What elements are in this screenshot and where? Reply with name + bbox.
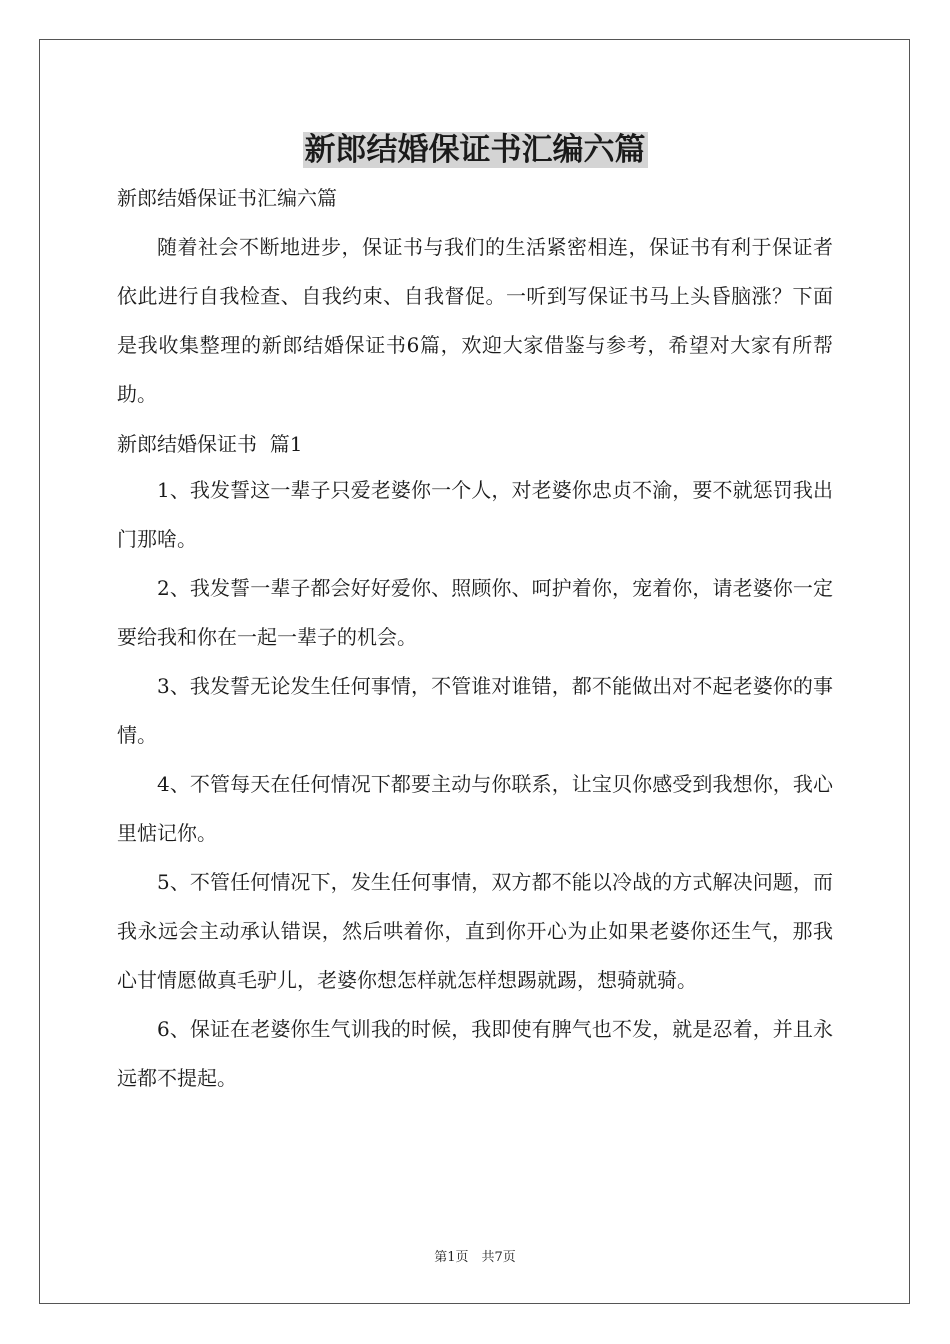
pledge-item-6: 6、保证在老婆你生气训我的时候，我即使有脾气也不发，就是忍着，并且永远都不提起。 (117, 1017, 833, 1090)
pledge-item-4: 4、不管每天在任何情况下都要主动与你联系，让宝贝你感受到我想你，我心里惦记你。 (117, 772, 833, 845)
pledge-item-1: 1、我发誓这一辈子只爱老婆你一个人，对老婆你忠贞不渝，要不就惩罚我出门那啥。 (117, 478, 833, 551)
pledge-item-3: 3、我发誓无论发生任何事情，不管谁对谁错，都不能做出对不起老婆你的事情。 (117, 674, 833, 747)
intro-paragraph: 随着社会不断地进步，保证书与我们的生活紧密相连，保证书有利于保证者依此进行自我检查、自我约束、自我督促。一听到写保证书马上头昏脑涨？下面是我收集整理的新郎结婚保证书6篇，欢迎大家借鉴与参考，希望对大家有所帮助。 (117, 235, 833, 406)
pledge-item-5: 5、不管任何情况下，发生任何事情，双方都不能以冷战的方式解决问题，而我永远会主动承认错误，然后哄着你，直到你开心为止如果老婆你还生气，那我心甘情愿做真毛驴儿，老婆你想怎样就怎样想踢就踢，想骑就骑。 (117, 870, 833, 992)
section-heading: 新郎结婚保证书 篇1 (117, 432, 303, 456)
document-body (117, 176, 833, 1103)
pledge-item-2: 2、我发誓一辈子都会好好爱你、照顾你、呵护着你，宠着你，请老婆你一定要给我和你在一起一辈子的机会。 (117, 576, 833, 649)
document-title (0, 126, 950, 174)
document-subtitle: 新郎结婚保证书汇编六篇 (117, 186, 337, 210)
document-title-text: 新郎结婚保证书汇编六篇 (304, 132, 646, 168)
page-footer: 第1页 共7页 (434, 1250, 516, 1265)
